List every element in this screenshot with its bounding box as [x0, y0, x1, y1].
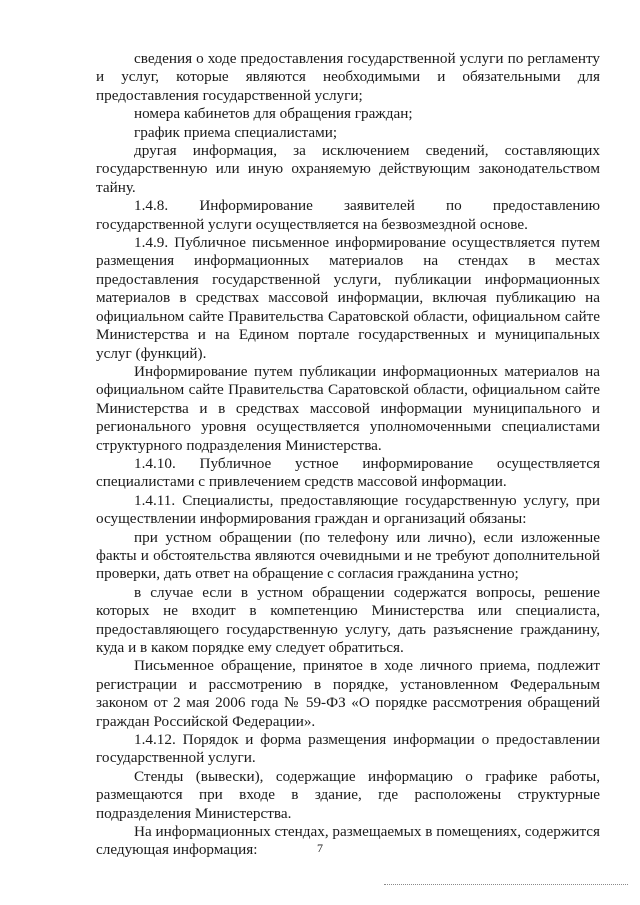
paragraph-reception-schedule: график приема специалистами;: [134, 123, 338, 141]
paragraph-1-4-10: 1.4.10. Публичное устное информирование осуществляется специалистами с привлечением средств массовой информации.: [96, 454, 600, 491]
paragraph-1-4-11: 1.4.11. Специалисты, предоставляющие государственную услугу, при осуществлении информирования граждан и организаций обязаны:: [96, 491, 600, 528]
document-body: [96, 50, 600, 860]
paragraph-1-4-12: 1.4.12. Порядок и форма размещения информации о предоставлении государственной услуги.: [96, 731, 600, 767]
paragraph-office-numbers: номера кабинетов для обращения граждан;: [134, 105, 413, 123]
paragraph-written-request: Письменное обращение, принятое в ходе личного приема, подлежит регистрации и рассмотрению в порядке, установленном Федеральным законом от 2 мая 2006 года № 59-ФЗ «О порядке рассмотрения обращений граждан Российской Федерации».: [96, 657, 600, 730]
paragraph-publication-informing: Информирование путем публикации информационных материалов на официальном сайте Правительства Саратовской области, официальном сайте Министерства и в средствах массовой информации муниципального и регионального уровня осуществляется уполномоченными специалистами структурного подразделения Министерства.: [96, 362, 600, 454]
paragraph-info-stands: На информационных стендах, размещаемых в помещениях, содержится следующая информация:: [96, 823, 601, 859]
page-number: 7: [317, 841, 323, 855]
paragraph-1-4-8: 1.4.8. Информирование заявителей по предоставлению государственной услуги осуществляется на безвозмездной основе.: [96, 197, 600, 233]
paragraph-competence-case: в случае если в устном обращении содержатся вопросы, решение которых не входит в компетенцию Министерства или специалиста, предоставляющего государственную услугу, дать разъяснение гражданину, куда и в каком порядке ему следует обратиться.: [96, 583, 600, 656]
paragraph-1-4-9: 1.4.9. Публичное письменное информирование осуществляется путем размещения информационных материалов на стендах в местах предоставления государственной услуги, публикации информационных материалов в средствах массовой информации, включая публикацию на официальном сайте Правительства Саратовской области, официальном сайте Министерства и на Едином портале государственных и муниципальных услуг (функций).: [96, 234, 600, 362]
paragraph-stands: Стенды (вывески), содержащие информацию о графике работы, размещаются при входе в здание, где расположены структурные подразделения Министерства.: [96, 767, 600, 822]
paragraph-other-information: другая информация, за исключением сведений, составляющих государственную или иную охраняемую действующим законодательством тайну.: [96, 142, 600, 196]
paragraph-oral-request: при устном обращении (по телефону или лично), если изложенные факты и обстоятельства являются очевидными и не требуют дополнительной проверки, дать ответ на обращение с согласия гражданина устно;: [96, 528, 600, 583]
footer-divider: [384, 884, 628, 885]
paragraph-regulation-info: сведения о ходе предоставления государственной услуги по регламенту и услуг, которые являются необходимыми и обязательными для предоставления государственной услуги;: [96, 50, 600, 104]
